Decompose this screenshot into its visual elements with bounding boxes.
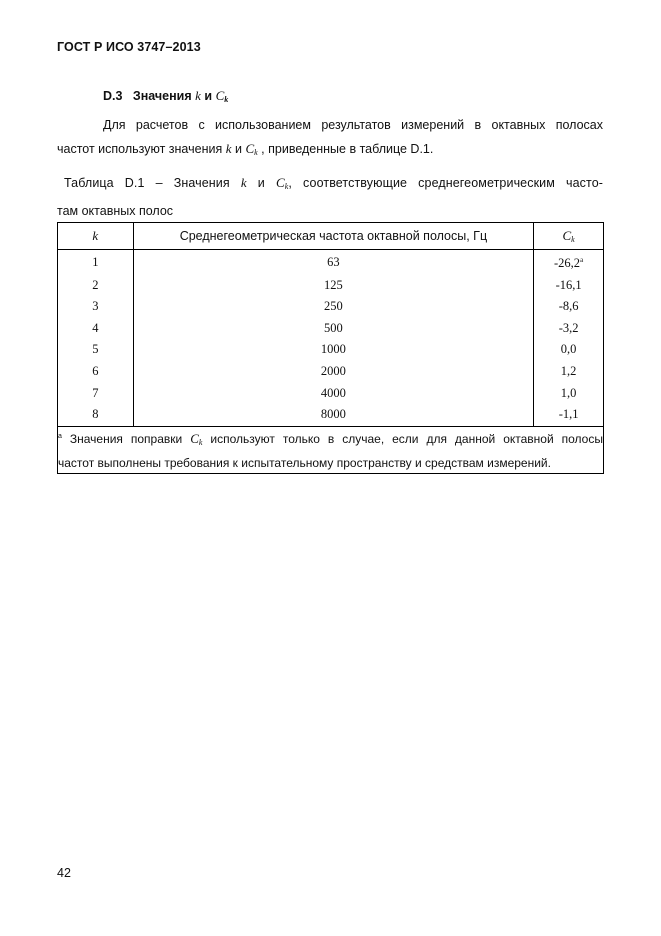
cell-c: 1,0 (534, 383, 604, 405)
table-row (58, 296, 604, 318)
section-heading (103, 88, 228, 104)
cell-c: -8,6 (534, 296, 604, 318)
cell-k: 7 (92, 385, 99, 400)
variable-c: C (245, 141, 255, 156)
variable-c-subscript: k (284, 182, 289, 191)
body-paragraph (57, 113, 603, 165)
table-row (58, 404, 604, 426)
variable-k: k (240, 175, 247, 190)
header-k (58, 223, 134, 250)
cell-c: 1,2 (534, 361, 604, 383)
table-row (58, 339, 604, 361)
cell-c: -1,1 (534, 404, 604, 426)
header-c-label: C (562, 228, 572, 243)
page-number: 42 (57, 866, 71, 880)
cell-c (534, 250, 604, 275)
header-k-label: k (92, 228, 99, 243)
variable-c: C (190, 430, 199, 446)
cell-frequency: 500 (133, 318, 534, 340)
table-header-row (58, 223, 604, 250)
cell-frequency: 250 (133, 296, 534, 318)
paragraph-conj: и (234, 142, 242, 156)
paragraph-line-2-end: , приведенные в таблице D.1. (261, 142, 434, 156)
paragraph-line-1: Для расчетов с использованием результатов измерений в октавных полосах (103, 118, 603, 132)
document-header: ГОСТ Р ИСО 3747–2013 (57, 40, 201, 54)
variable-k: k (225, 141, 232, 156)
table-caption (57, 171, 603, 223)
cell-k: 5 (92, 342, 99, 357)
table-footnote (58, 426, 604, 473)
cell-k: 1 (92, 254, 99, 269)
footnote-line-1 (58, 427, 603, 453)
footnote-marker: a (580, 256, 584, 264)
cell-frequency: 125 (133, 275, 534, 297)
data-table (57, 222, 604, 474)
cell-k: 8 (92, 407, 99, 422)
caption-line-1-end: , соответствующие среднегеометрическим часто- (288, 176, 604, 190)
section-number: D.3 (103, 89, 123, 103)
caption-start: Таблица D.1 – Значения (64, 176, 230, 190)
cell-frequency: 4000 (133, 383, 534, 405)
cell-c: -16,1 (534, 275, 604, 297)
table-row (58, 361, 604, 383)
paragraph-line-2 (57, 137, 603, 165)
cell-c: -3,2 (534, 318, 604, 340)
caption-conj: и (257, 176, 265, 190)
header-frequency: Среднегеометрическая частота октавной полосы, Гц (133, 223, 534, 250)
table-note-row (58, 426, 604, 473)
cell-frequency: 8000 (133, 404, 534, 426)
cell-c-value: -26,2 (554, 256, 581, 270)
cell-k: 6 (92, 363, 99, 378)
paragraph-line-2-start: частот используют значения (57, 142, 223, 156)
cell-k: 2 (92, 277, 99, 292)
table-row (58, 250, 604, 275)
header-c (534, 223, 604, 250)
cell-c: 0,0 (534, 339, 604, 361)
footnote-marker: a (58, 432, 62, 440)
cell-k: 3 (92, 299, 99, 314)
table-row (58, 275, 604, 297)
section-conj: и (204, 89, 213, 103)
header-c-subscript: k (571, 235, 575, 244)
footnote-line-2: частот выполнены требования к испытательному пространству и средствам измерений. (58, 455, 551, 470)
cell-frequency: 2000 (133, 361, 534, 383)
variable-c-subscript: k (224, 95, 229, 104)
cell-frequency: 63 (133, 250, 534, 275)
cell-k: 4 (92, 320, 99, 335)
variable-c-subscript: k (198, 437, 203, 447)
variable-k: k (195, 88, 201, 103)
caption-line-1 (57, 171, 603, 199)
variable-c: C (275, 175, 285, 190)
variable-c: C (215, 88, 225, 103)
caption-line-2: там октавных полос (57, 204, 174, 218)
section-title-word: Значения (132, 89, 192, 103)
footnote-line-1-end: используют только в случае, если для данной октавной полосы (210, 431, 603, 446)
footnote-start: Значения поправки (69, 431, 183, 446)
cell-frequency: 1000 (133, 339, 534, 361)
variable-c-subscript: k (254, 148, 258, 157)
table-row (58, 318, 604, 340)
table-row (58, 383, 604, 405)
